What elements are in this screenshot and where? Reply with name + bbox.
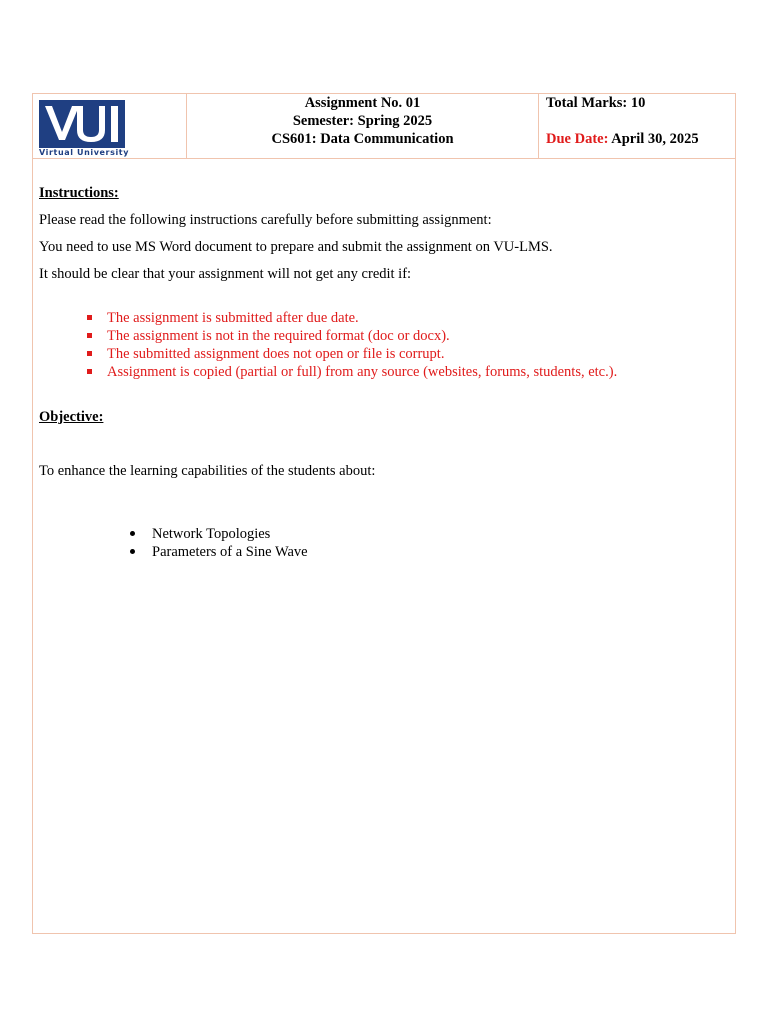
instruction-line: It should be clear that your assignment will not get any credit if: [39,266,412,282]
header-table [33,94,735,159]
list-item: Network Topologies [39,525,729,543]
assignment-number: Assignment No. 01 [304,95,421,111]
document-page [32,93,736,934]
semester: Semester: Spring 2025 [292,113,433,129]
vu-logo-icon [39,100,125,148]
due-date-value: April 30, 2025 [611,131,699,147]
logo-cell [33,94,187,158]
topics-list [39,525,729,561]
list-item: Assignment is copied (partial or full) from any source (websites, forums, students, etc.). [39,363,729,381]
objective-heading: Objective: [39,409,104,425]
assignment-info [187,94,539,158]
list-item: The assignment is not in the required format (doc or docx). [39,327,729,345]
instruction-line: You need to use MS Word document to prepare and submit the assignment on VU-LMS. [39,239,553,255]
document-body [39,184,729,561]
marks-due-cell [540,94,735,158]
course-title: CS601: Data Communication [271,131,454,147]
instructions-heading: Instructions: [39,185,119,201]
credit-conditions-list [39,309,729,381]
total-marks: Total Marks: 10 [546,95,646,111]
list-item: The assignment is submitted after due date. [39,309,729,327]
instruction-line: Please read the following instructions carefully before submitting assignment: [39,212,492,228]
due-date [546,130,735,148]
vu-logo [39,100,125,148]
logo-caption: Virtual University [39,148,130,157]
due-date-label: Due Date: [546,131,609,147]
list-item: Parameters of a Sine Wave [39,543,729,561]
objective-intro: To enhance the learning capabilities of the students about: [39,463,376,479]
list-item: The submitted assignment does not open or file is corrupt. [39,345,729,363]
